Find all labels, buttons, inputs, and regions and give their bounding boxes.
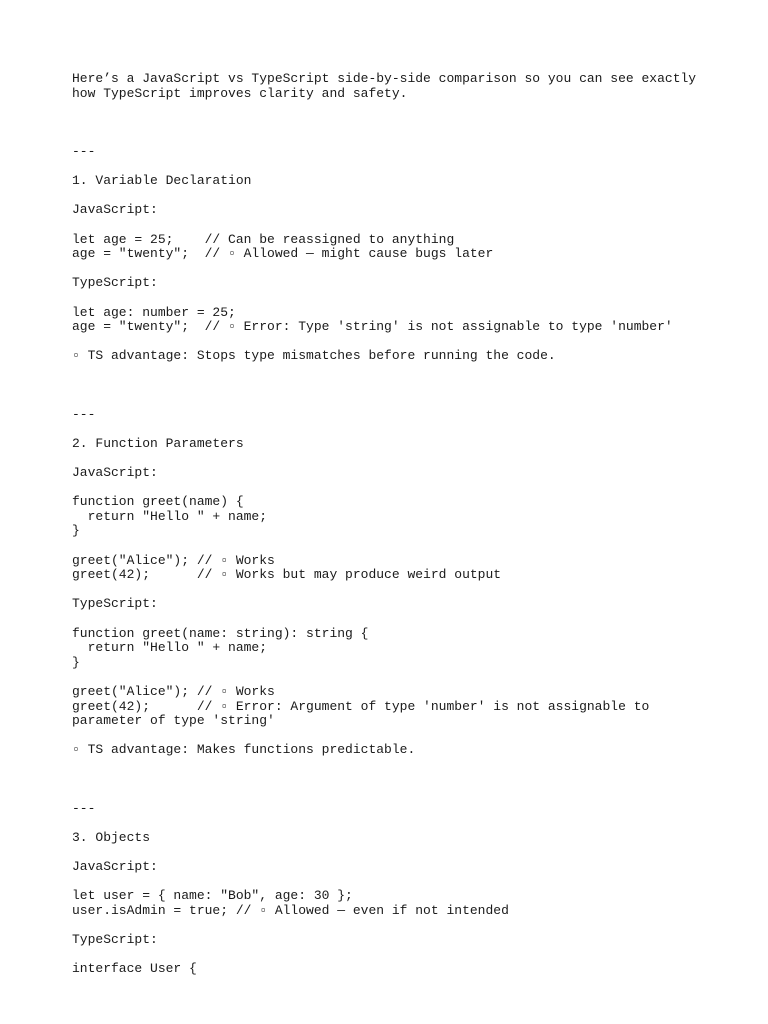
text-line: age = "twenty"; // ▫ Allowed — might cause bugs later bbox=[72, 246, 494, 262]
text-line: --- bbox=[72, 143, 96, 159]
blank-line bbox=[72, 758, 712, 773]
text-line: greet("Alice"); // ▫ Works bbox=[72, 683, 275, 699]
document-page bbox=[72, 72, 712, 977]
text-line: ▫ TS advantage: Stops type mismatches before running the code. bbox=[72, 348, 556, 364]
text-line: function greet(name: string): string { bbox=[72, 625, 369, 641]
blank-line bbox=[72, 130, 712, 145]
text-line: TypeScript: bbox=[72, 596, 158, 612]
blank-line bbox=[72, 116, 712, 131]
text-line: JavaScript: bbox=[72, 465, 158, 481]
text-line: let user = { name: "Bob", age: 30 }; bbox=[72, 888, 353, 904]
text-line: --- bbox=[72, 800, 96, 816]
text-line: 2. Function Parameters bbox=[72, 435, 244, 451]
blank-line bbox=[72, 262, 712, 277]
text-line: Here’s a JavaScript vs TypeScript side-by-side comparison so you can see exactly bbox=[72, 71, 697, 86]
text-line: ▫ TS advantage: Makes functions predictable. bbox=[72, 742, 416, 758]
blank-line bbox=[72, 773, 712, 788]
blank-line bbox=[72, 160, 712, 175]
blank-line bbox=[72, 101, 712, 116]
blank-line bbox=[72, 875, 712, 890]
text-line: return "Hello " + name; bbox=[72, 508, 268, 524]
text-line: JavaScript: bbox=[72, 859, 158, 875]
blank-line bbox=[72, 378, 712, 393]
blank-line bbox=[72, 816, 712, 831]
text-line: greet("Alice"); // ▫ Works bbox=[72, 552, 275, 568]
text-line: return "Hello " + name; bbox=[72, 640, 268, 656]
blank-line bbox=[72, 948, 712, 963]
text-line: function greet(name) { bbox=[72, 494, 244, 510]
blank-line bbox=[72, 787, 712, 802]
blank-line bbox=[72, 539, 712, 554]
blank-line bbox=[72, 218, 712, 233]
text-line: 1. Variable Declaration bbox=[72, 173, 252, 189]
blank-line bbox=[72, 335, 712, 350]
text-line: --- bbox=[72, 406, 96, 422]
text-line: interface User { bbox=[72, 961, 197, 977]
blank-line bbox=[72, 481, 712, 496]
blank-line bbox=[72, 729, 712, 744]
blank-line bbox=[72, 422, 712, 437]
text-line: 3. Objects bbox=[72, 829, 151, 845]
blank-line bbox=[72, 845, 712, 860]
blank-line bbox=[72, 670, 712, 685]
text-line: greet(42); // ▫ Works but may produce weird output bbox=[72, 567, 502, 583]
blank-line bbox=[72, 189, 712, 204]
text-line: let age: number = 25; bbox=[72, 304, 236, 320]
text-line: greet(42); // ▫ Error: Argument of type 'number' is not assignable to bbox=[72, 698, 650, 714]
text-line: } bbox=[72, 654, 80, 670]
blank-line bbox=[72, 291, 712, 306]
text-line: TypeScript: bbox=[72, 275, 158, 291]
blank-line bbox=[72, 612, 712, 627]
blank-line bbox=[72, 918, 712, 933]
text-line: age = "twenty"; // ▫ Error: Type 'string' is not assignable to type 'number' bbox=[72, 319, 673, 335]
blank-line bbox=[72, 451, 712, 466]
text-line: TypeScript: bbox=[72, 932, 158, 948]
text-line: JavaScript: bbox=[72, 202, 158, 218]
blank-line bbox=[72, 393, 712, 408]
text-line: parameter of type 'string' bbox=[72, 713, 275, 729]
blank-line bbox=[72, 364, 712, 379]
text-line: how TypeScript improves clarity and safety. bbox=[72, 85, 408, 101]
blank-line bbox=[72, 583, 712, 598]
text-line: user.isAdmin = true; // ▫ Allowed — even if not intended bbox=[72, 902, 509, 918]
text-line: } bbox=[72, 523, 80, 539]
text-line: let age = 25; // Can be reassigned to anything bbox=[72, 231, 455, 247]
